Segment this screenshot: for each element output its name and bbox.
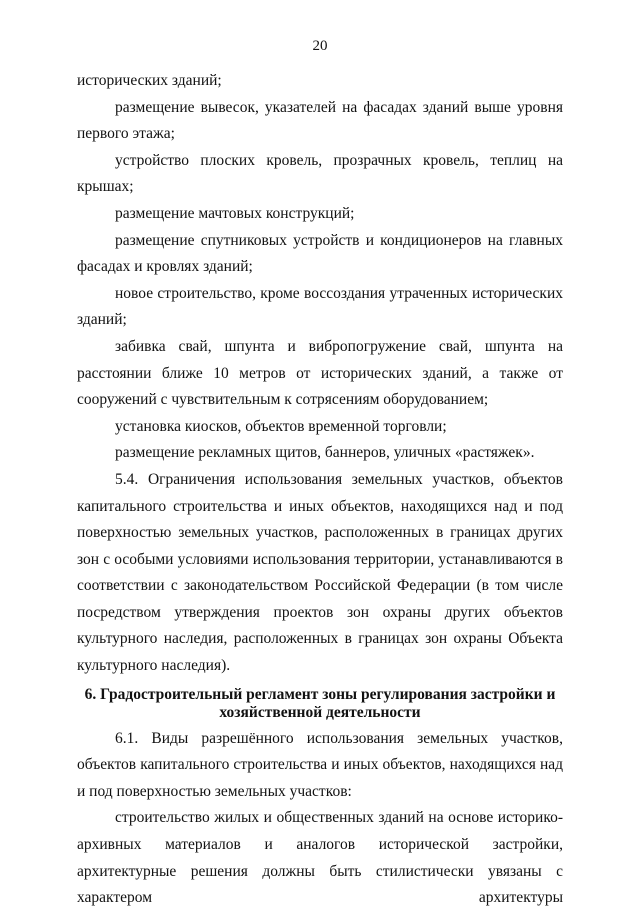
paragraph: 5.4. Ограничения использования земельных участков, объектов капитального строительства и иных объектов, находящихся над и под поверхностью земельных участков, расположенных в границах других зон с особыми условиями использования территории, устанавливаются в соответствии с законодательством Российской Федерации (в том числе посредством утверждения проектов зон охраны других объектов культурного наследия, расположенных в границах зон охраны Объекта культурного наследия). [77, 470, 563, 675]
paragraph: новое строительство, кроме воссоздания утраченных исторических зданий; [77, 284, 563, 329]
section-heading-line: 6. Градостроительный регламент зоны регулирования застройки и [84, 685, 556, 703]
paragraph: размещение вывесок, указателей на фасадах зданий выше уровня первого этажа; [77, 98, 563, 143]
paragraph: строительство жилых и общественных зданий на основе историко-архивных материалов и аналогов исторической застройки, архитектурные решения должны быть стилистически увязаны с характером архитектуры [77, 809, 563, 907]
paragraph: размещение рекламных щитов, баннеров, уличных «растяжек». [115, 444, 535, 462]
page-number: 20 [312, 38, 328, 54]
paragraph: исторических зданий; [77, 72, 222, 89]
section-heading-line: хозяйственной деятельности [219, 703, 421, 721]
paragraph: размещение спутниковых устройств и кондиционеров на главных фасадах и кровлях зданий; [77, 231, 563, 276]
paragraph: забивка свай, шпунта и вибропогружение свай, шпунта на расстоянии ближе 10 метров от исторических зданий, а также от сооружений с чувствительным к сотрясениям оборудованием; [77, 337, 563, 409]
section-heading [77, 686, 563, 722]
paragraph: устройство плоских кровель, прозрачных кровель, теплиц на крышах; [77, 151, 563, 196]
paragraph: размещение мачтовых конструкций; [115, 204, 355, 222]
paragraph: 6.1. Виды разрешённого использования земельных участков, объектов капитального строительства и иных объектов, находящихся над и под поверхностью земельных участков: [77, 729, 563, 800]
paragraph: установка киосков, объектов временной торговли; [115, 417, 447, 435]
document-body [77, 68, 563, 912]
